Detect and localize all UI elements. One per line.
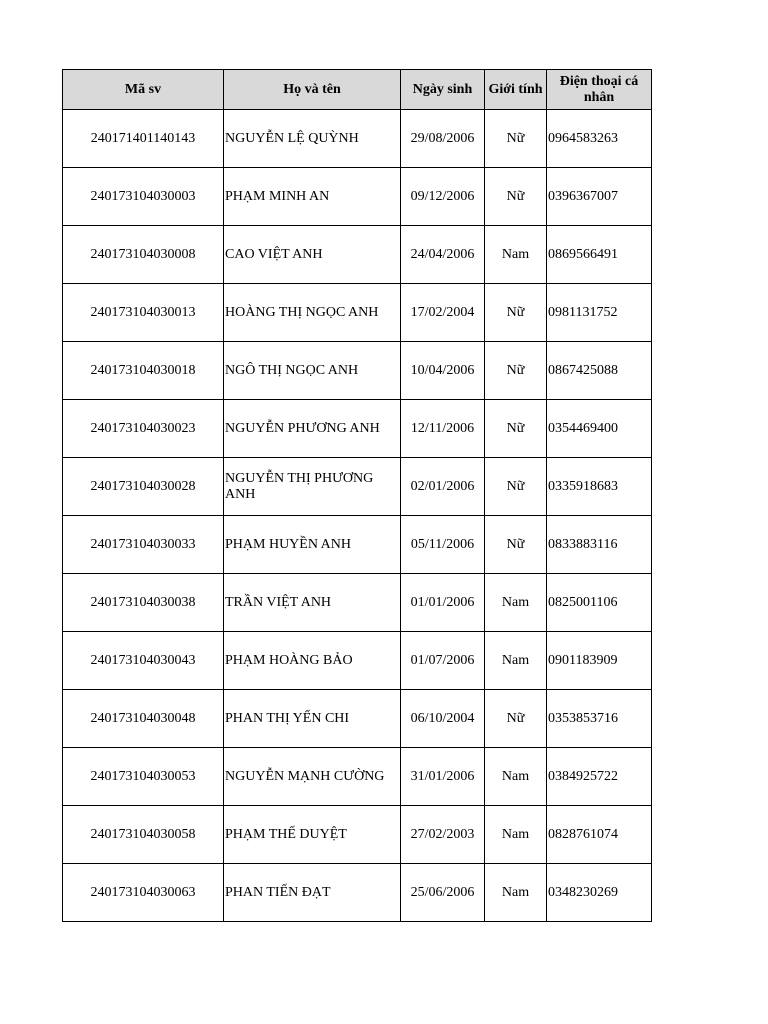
header-gender: Giới tính [485, 70, 547, 110]
cell-date-of-birth: 10/04/2006 [401, 342, 485, 400]
cell-student-id: 240173104030018 [63, 342, 224, 400]
cell-gender: Nam [485, 226, 547, 284]
cell-student-id: 240173104030058 [63, 806, 224, 864]
cell-gender: Nam [485, 748, 547, 806]
table-row [63, 342, 652, 400]
cell-phone: 0354469400 [547, 400, 652, 458]
cell-gender: Nữ [485, 400, 547, 458]
cell-date-of-birth: 29/08/2006 [401, 110, 485, 168]
table-header [63, 70, 652, 110]
cell-phone: 0353853716 [547, 690, 652, 748]
cell-student-id: 240173104030033 [63, 516, 224, 574]
cell-full-name: NGUYỄN PHƯƠNG ANH [224, 400, 401, 458]
cell-student-id: 240173104030003 [63, 168, 224, 226]
cell-gender: Nữ [485, 342, 547, 400]
table-row [63, 516, 652, 574]
cell-phone: 0396367007 [547, 168, 652, 226]
table-row [63, 690, 652, 748]
cell-phone: 0867425088 [547, 342, 652, 400]
table-row [63, 110, 652, 168]
cell-full-name: TRẦN VIỆT ANH [224, 574, 401, 632]
table-row [63, 864, 652, 922]
cell-full-name: NGÔ THỊ NGỌC ANH [224, 342, 401, 400]
cell-date-of-birth: 02/01/2006 [401, 458, 485, 516]
cell-date-of-birth: 31/01/2006 [401, 748, 485, 806]
cell-gender: Nam [485, 574, 547, 632]
cell-date-of-birth: 12/11/2006 [401, 400, 485, 458]
cell-full-name: PHẠM MINH AN [224, 168, 401, 226]
cell-phone: 0964583263 [547, 110, 652, 168]
cell-gender: Nam [485, 864, 547, 922]
table-row [63, 574, 652, 632]
table-row [63, 806, 652, 864]
table-row [63, 748, 652, 806]
cell-phone: 0384925722 [547, 748, 652, 806]
cell-date-of-birth: 17/02/2004 [401, 284, 485, 342]
cell-full-name: PHẠM HUYỀN ANH [224, 516, 401, 574]
table-row [63, 284, 652, 342]
cell-phone: 0833883116 [547, 516, 652, 574]
cell-full-name: PHẠM THẾ DUYỆT [224, 806, 401, 864]
cell-student-id: 240173104030028 [63, 458, 224, 516]
table-row [63, 400, 652, 458]
cell-gender: Nữ [485, 458, 547, 516]
cell-date-of-birth: 25/06/2006 [401, 864, 485, 922]
cell-gender: Nữ [485, 168, 547, 226]
cell-full-name: NGUYỄN THỊ PHƯƠNG ANH [224, 458, 401, 516]
table-row [63, 458, 652, 516]
cell-student-id: 240173104030053 [63, 748, 224, 806]
cell-full-name: HOÀNG THỊ NGỌC ANH [224, 284, 401, 342]
cell-phone: 0335918683 [547, 458, 652, 516]
cell-gender: Nữ [485, 110, 547, 168]
table-row [63, 226, 652, 284]
cell-student-id: 240171401140143 [63, 110, 224, 168]
cell-date-of-birth: 06/10/2004 [401, 690, 485, 748]
cell-date-of-birth: 27/02/2003 [401, 806, 485, 864]
cell-student-id: 240173104030048 [63, 690, 224, 748]
header-date-of-birth: Ngày sinh [401, 70, 485, 110]
header-phone: Điện thoại cá nhân [547, 70, 652, 110]
cell-date-of-birth: 05/11/2006 [401, 516, 485, 574]
cell-gender: Nữ [485, 284, 547, 342]
cell-gender: Nữ [485, 516, 547, 574]
cell-phone: 0901183909 [547, 632, 652, 690]
cell-full-name: CAO VIỆT ANH [224, 226, 401, 284]
student-table [62, 69, 652, 922]
header-full-name: Họ và tên [224, 70, 401, 110]
cell-gender: Nam [485, 806, 547, 864]
cell-date-of-birth: 09/12/2006 [401, 168, 485, 226]
cell-phone: 0981131752 [547, 284, 652, 342]
cell-date-of-birth: 01/07/2006 [401, 632, 485, 690]
table-body [63, 110, 652, 922]
cell-phone: 0869566491 [547, 226, 652, 284]
cell-full-name: PHAN THỊ YẾN CHI [224, 690, 401, 748]
cell-phone: 0828761074 [547, 806, 652, 864]
cell-date-of-birth: 24/04/2006 [401, 226, 485, 284]
cell-student-id: 240173104030013 [63, 284, 224, 342]
cell-student-id: 240173104030043 [63, 632, 224, 690]
cell-phone: 0825001106 [547, 574, 652, 632]
cell-full-name: NGUYỄN MẠNH CƯỜNG [224, 748, 401, 806]
table-row [63, 168, 652, 226]
cell-gender: Nữ [485, 690, 547, 748]
cell-student-id: 240173104030008 [63, 226, 224, 284]
cell-date-of-birth: 01/01/2006 [401, 574, 485, 632]
cell-full-name: PHẠM HOÀNG BẢO [224, 632, 401, 690]
cell-student-id: 240173104030063 [63, 864, 224, 922]
header-student-id: Mã sv [63, 70, 224, 110]
cell-gender: Nam [485, 632, 547, 690]
header-row [63, 70, 652, 110]
cell-full-name: NGUYỄN LỆ QUỲNH [224, 110, 401, 168]
cell-student-id: 240173104030023 [63, 400, 224, 458]
table-row [63, 632, 652, 690]
cell-phone: 0348230269 [547, 864, 652, 922]
cell-full-name: PHAN TIẾN ĐẠT [224, 864, 401, 922]
cell-student-id: 240173104030038 [63, 574, 224, 632]
